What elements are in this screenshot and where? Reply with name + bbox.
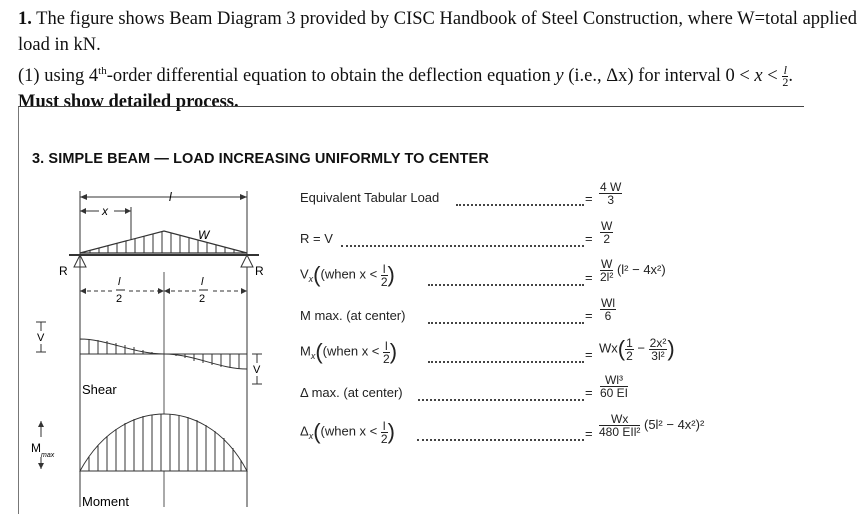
eq7-num: Wx — [599, 413, 640, 426]
eq3-num: W — [601, 257, 613, 271]
eq-equals-6: = — [585, 385, 593, 400]
half-right-num: l — [201, 276, 204, 288]
eq-dots-1 — [456, 204, 584, 206]
left-reaction-label: R — [59, 264, 68, 278]
paren-close: ) — [387, 262, 395, 287]
vx-v: V — [300, 266, 309, 282]
dx-cond: (when x < — [320, 423, 378, 439]
v-left-label: V — [37, 332, 45, 344]
var-x: x — [754, 66, 763, 87]
triangular-load — [80, 231, 247, 253]
paren-open-3: ( — [617, 336, 626, 361]
part-1-text-c: (i.e., Δx) for interval 0 < — [568, 66, 750, 87]
eq-value-deflection — [599, 413, 704, 438]
shear-label: Shear — [82, 382, 117, 397]
half-right-den: 2 — [199, 293, 206, 305]
eq-label-deflection — [300, 419, 395, 445]
eq-value-equivalent-load — [599, 181, 622, 206]
eq7-tail: (5l² − 4x²)² — [643, 416, 705, 432]
moment-label: Moment — [82, 494, 129, 509]
var-y: y — [555, 66, 564, 87]
frac-num: l — [783, 63, 787, 78]
beam-diagram — [19, 107, 289, 514]
load-label: W — [198, 228, 210, 242]
dx-cond-den: 2 — [380, 431, 388, 446]
eq-equals-1: = — [585, 191, 593, 206]
question-statement: The figure shows Beam Diagram 3 provided by CISC Handbook of Steel Construction, where W=total applied load in kN. — [18, 9, 858, 55]
eq5-f1num: 1 — [626, 335, 633, 350]
question-text — [18, 6, 863, 115]
right-support — [241, 255, 253, 267]
eq-value-moment — [599, 336, 675, 362]
eq-dots-2 — [341, 245, 584, 247]
mx-m: M — [300, 343, 311, 359]
v-right-label: V — [253, 364, 261, 376]
eq-equals-3: = — [585, 270, 593, 285]
x-arrow-left — [80, 208, 86, 214]
period: . — [788, 66, 793, 87]
half-left-den: 2 — [116, 293, 123, 305]
mx-cond-num: l — [383, 340, 390, 353]
eq-equals-4: = — [585, 308, 593, 323]
eq5-f2num: 2x² — [649, 335, 667, 350]
question-line-1 — [18, 6, 863, 58]
vx-cond-den: 2 — [380, 274, 388, 289]
eq-label-moment-max: M max. (at center) — [300, 308, 406, 323]
eq-value-deflection-max — [600, 374, 628, 399]
less-than: < — [767, 66, 778, 87]
mx-sub: x — [310, 351, 316, 362]
eq-dots-7 — [417, 439, 584, 441]
span-label: l — [169, 190, 172, 204]
eq6-num: Wl³ — [600, 374, 628, 387]
eq4-den: 6 — [604, 309, 612, 323]
m-max-arrow-top — [38, 421, 44, 427]
question-line-2 — [18, 58, 863, 89]
dx-delta: Δ — [300, 423, 309, 439]
eq2-num: W — [601, 219, 613, 233]
eq-equals-5: = — [585, 347, 593, 362]
instruction: Must show detailed process. — [18, 92, 239, 113]
span-arrow-right — [240, 194, 247, 200]
paren-open: ( — [313, 262, 321, 287]
m-max-subscript: max — [41, 452, 55, 459]
eq-dots-3 — [428, 284, 584, 286]
half-arrow-3 — [164, 288, 170, 294]
eq-label-reaction: R = V — [300, 231, 333, 246]
beam-diagram-figure — [18, 106, 804, 514]
part-1-text-a: (1) using 4 — [18, 66, 99, 87]
half-arrow-4 — [241, 288, 247, 294]
eq3-den: 2l² — [600, 270, 614, 284]
mx-cond-den: 2 — [383, 351, 390, 366]
superscript-th: th — [98, 65, 107, 77]
dx-cond-num: l — [381, 420, 388, 433]
eq-dots-6 — [418, 399, 584, 401]
eq1-den: 3 — [607, 193, 615, 207]
eq-label-moment — [300, 339, 397, 365]
half-arrow-2 — [158, 288, 164, 294]
eq4-num: Wl — [601, 296, 615, 310]
half-arrow-1 — [80, 288, 86, 294]
m-max-arrow-bottom — [38, 463, 44, 469]
eq1-num: 4 W — [600, 180, 622, 194]
paren-open-4: ( — [313, 419, 321, 444]
eq-value-reaction — [600, 220, 613, 245]
eq5-lead: Wx — [599, 340, 618, 356]
paren-close-4: ) — [387, 419, 395, 444]
half-left-num: l — [118, 276, 121, 288]
vx-sub: x — [308, 274, 314, 285]
eq-label-equivalent-tabular-load: Equivalent Tabular Load — [300, 190, 440, 205]
eq-equals-2: = — [585, 231, 593, 246]
vx-cond-num: l — [381, 263, 388, 276]
eq7-den: 480 EIl² — [599, 425, 641, 439]
paren-close-2: ) — [389, 339, 398, 364]
m-max-label: M — [31, 441, 41, 455]
eq-dots-5 — [428, 361, 584, 363]
x-label: x — [102, 204, 108, 218]
eq5-f1den: 2 — [626, 348, 633, 363]
eq2-den: 2 — [603, 232, 610, 246]
frac-den: 2 — [782, 75, 789, 90]
eq5-minus: − — [637, 340, 646, 356]
shear-negative-region — [164, 354, 247, 369]
eq-label-deflection-max: Δ max. (at center) — [300, 385, 403, 400]
eq6-den: 60 EI — [600, 386, 629, 400]
x-arrow-right — [125, 208, 131, 214]
eq-label-shear — [300, 262, 395, 288]
part-1-text-b: -order differential equation to obtain the deflection equation — [106, 66, 551, 87]
paren-open-2: ( — [315, 339, 323, 364]
span-arrow-left — [80, 194, 87, 200]
mx-cond: (when x < — [322, 343, 380, 359]
eq3-tail: (l² − 4x²) — [616, 261, 666, 277]
paren-close-3: ) — [667, 336, 675, 361]
question-number: 1. — [18, 9, 32, 29]
shear-positive-region — [80, 339, 164, 354]
figure-title: 3. SIMPLE BEAM — LOAD INCREASING UNIFORMLY TO CENTER — [32, 151, 489, 167]
eq-value-shear — [600, 258, 666, 283]
vx-cond: (when x < — [320, 266, 378, 282]
eq-value-moment-max — [600, 297, 616, 322]
eq-dots-4 — [428, 322, 584, 324]
moment-curve — [80, 414, 247, 471]
dx-sub: x — [308, 431, 314, 442]
right-reaction-label: R — [255, 264, 264, 278]
eq-equals-7: = — [585, 426, 593, 441]
eq5-f2den: 3l² — [651, 348, 665, 363]
